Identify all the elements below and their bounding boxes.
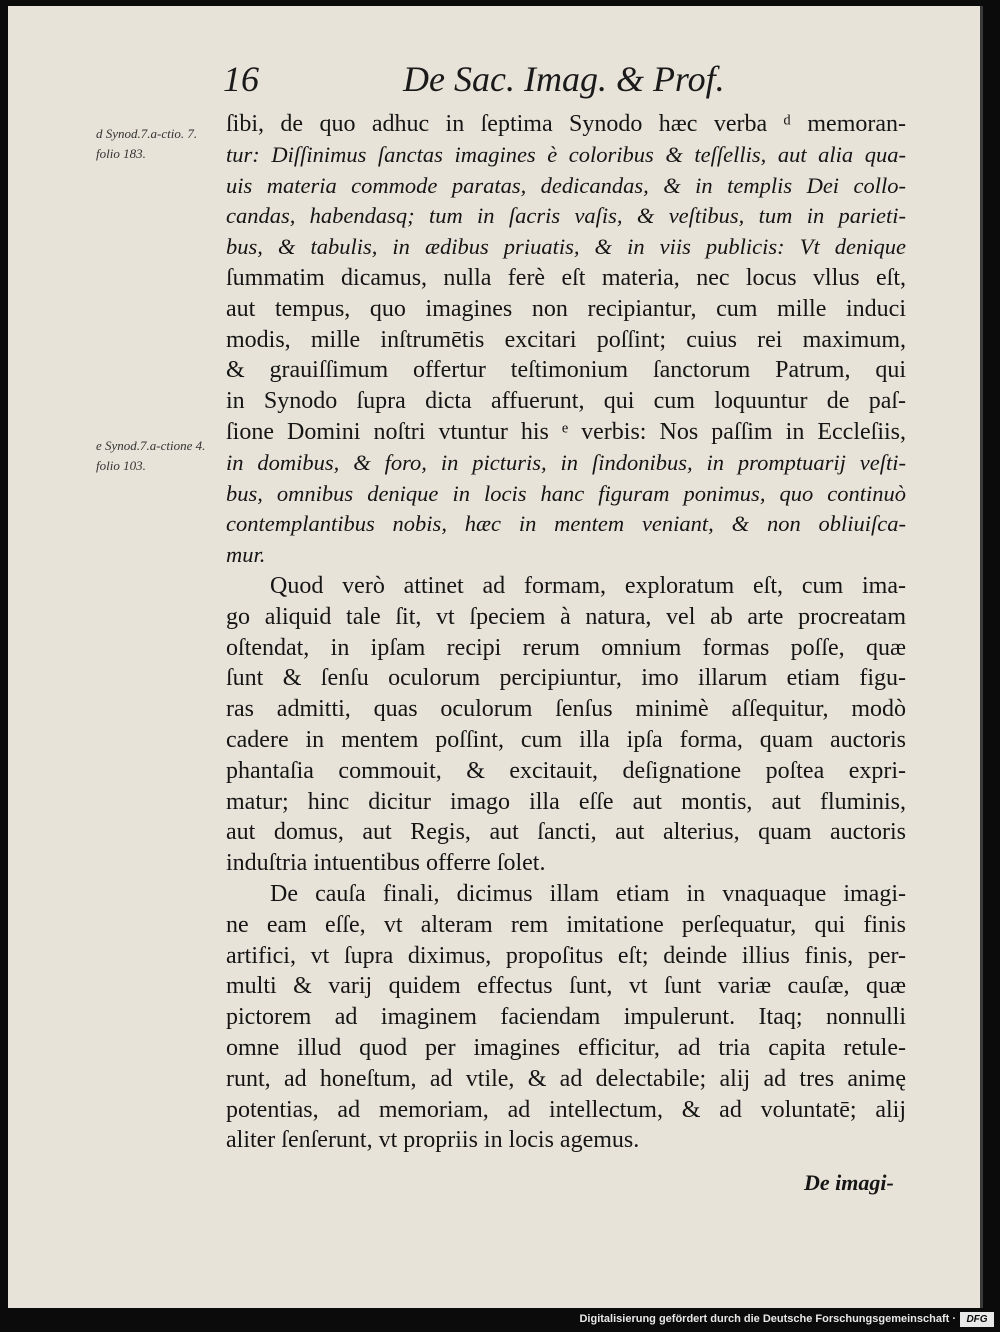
text-line: bus, & tabulis, in ædibus priuatis, & in viis publicis: Vt denique — [226, 234, 906, 260]
text-line: ras admitti, quas oculorum ſenſus minimè aſſequitur, modò — [226, 696, 906, 723]
dfg-logo: DFG — [960, 1312, 994, 1327]
text-line: ſummatim dicamus, nulla ferè eſt materia, nec locus vllus eſt, — [226, 264, 906, 291]
text-line: runt, ad honeſtum, ad vtile, & ad delectabile; alij ad tres animę — [226, 1065, 906, 1092]
text-line: multi & varij quidem effectus ſunt, vt ſunt variæ cauſæ, quæ — [226, 973, 906, 1000]
text-line: De cauſa finali, dicimus illam etiam in vnaquaque imagi- — [270, 880, 906, 907]
text-line: tur: Diſſinimus ſanctas imagines è coloribus & teſſellis, aut alia qua- — [226, 141, 906, 167]
text-line: Quod verò attinet ad formam, exploratum eſt, cum ima- — [270, 572, 906, 599]
running-head: De Sac. Imag. & Prof. — [403, 59, 725, 99]
text-line: candas, habendasq; tum in ſacris vaſis, & veſtibus, tum in parieti- — [226, 203, 906, 229]
text-line: ſione Domini noſtri vtuntur his ᵉ verbis: Nos paſſim in Eccleſiis, — [226, 418, 906, 445]
text-line: matur; hinc dicitur imago illa eſſe aut montis, aut fluminis, — [226, 788, 906, 815]
margin-note: e Synod.7.a-ctione 4. folio 103. — [96, 438, 206, 473]
text-line: omne illud quod per imagines efficitur, ad tria capita retule- — [226, 1034, 906, 1061]
text-line: aut tempus, quo imagines non recipiantur, cum mille induci — [226, 295, 906, 322]
text-line: aliter ſenſerunt, vt propriis in locis agemus. — [226, 1127, 640, 1154]
text-line: aut domus, aut Regis, aut ſancti, aut alterius, quam auctoris — [226, 819, 906, 846]
text-line: in domibus, & foro, in picturis, in ſindonibus, in promptuarij veſti- — [226, 449, 906, 475]
book-page — [8, 6, 983, 1308]
text-line: uis materia commode paratas, dedicandas, & in templis Dei collo- — [226, 172, 906, 198]
page-number: 16 — [223, 59, 259, 99]
text-line: contemplantibus nobis, hæc in mentem veniant, & non obliuiſca- — [226, 511, 906, 537]
text-line: modis, mille inſtrumētis excitari poſſint; cuius rei maximum, — [226, 326, 906, 353]
text-line: cadere in mentem poſſint, cum illa ipſa forma, quam auctoris — [226, 726, 906, 753]
funding-credit: Digitalisierung gefördert durch die Deutsche Forschungsgemeinschaft · — [579, 1313, 956, 1325]
text-line: potentias, ad memoriam, ad intellectum, & ad voluntatē; alij — [226, 1096, 906, 1123]
text-line: bus, omnibus denique in locis hanc figuram ponimus, quo continuò — [226, 480, 906, 506]
text-line: mur. — [226, 542, 266, 568]
text-line: artifici, vt ſupra diximus, propoſitus eſt; deinde illius finis, per- — [226, 942, 906, 969]
text-line: ne eam eſſe, vt alteram rem imitatione perſequatur, qui finis — [226, 911, 906, 938]
text-line: in Synodo ſupra dicta affuerunt, qui cum loquuntur de paſ- — [226, 388, 906, 415]
text-line: ſunt & ſenſu oculorum percipiuntur, imo illarum etiam figu- — [226, 665, 906, 692]
text-line: go aliquid tale ſit, vt ſpeciem à natura, vel ab arte procreatam — [226, 603, 906, 630]
margin-note: d Synod.7.a-ctio. 7. folio 183. — [96, 126, 198, 161]
text-line: & grauiſſimum offertur teſtimonium ſanctorum Patrum, qui — [226, 357, 906, 384]
text-line: phantaſia commouit, & excitauit, deſignatione poſtea expri- — [226, 757, 906, 784]
text-line: induſtria intuentibus offerre ſolet. — [226, 850, 546, 877]
catchword: De imagi- — [804, 1170, 894, 1195]
body-text — [226, 109, 906, 1156]
text-line: ſibi, de quo adhuc in ſeptima Synodo hæc verba ᵈ memoran- — [226, 111, 906, 137]
page-header — [223, 58, 723, 108]
text-line: oſtendat, in ipſam recipi rerum omnium formas poſſe, quæ — [226, 634, 906, 661]
text-line: pictorem ad imaginem faciendam impulerunt. Itaq; nonnulli — [226, 1004, 906, 1031]
footer-bar — [0, 1309, 1000, 1332]
